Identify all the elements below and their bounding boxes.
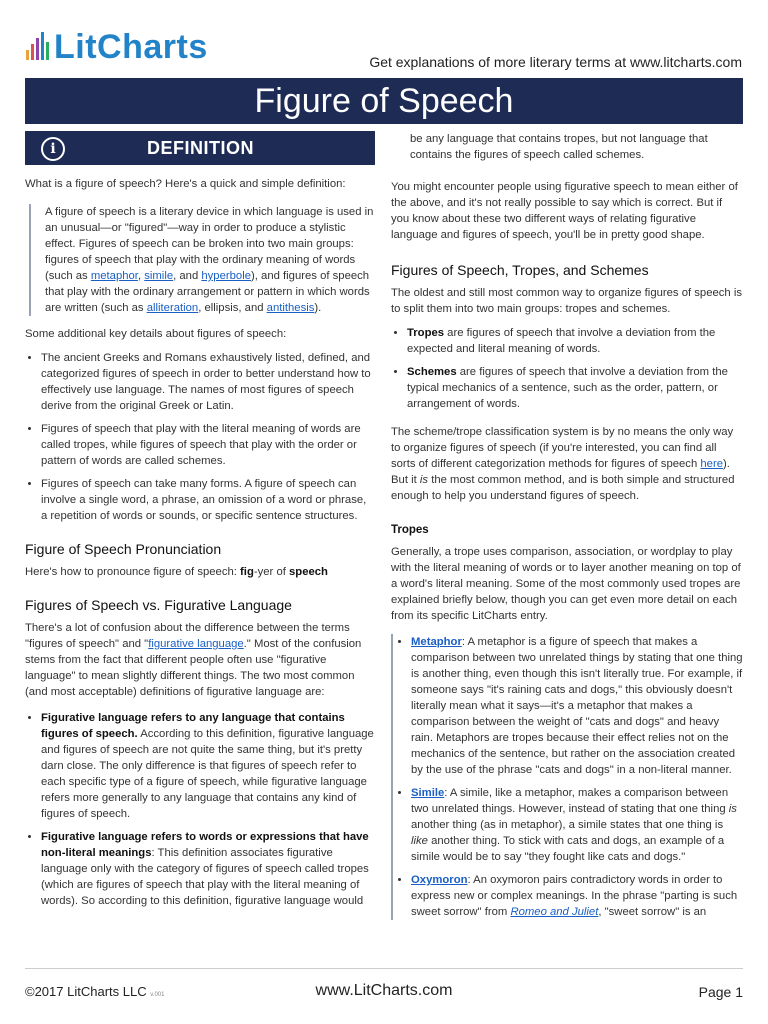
link-figurative-language[interactable]: figurative language — [148, 638, 244, 650]
pronunciation-heading: Figure of Speech Pronunciation — [25, 541, 222, 557]
link-simile[interactable]: simile — [144, 270, 174, 282]
link-here[interactable]: here — [700, 458, 723, 470]
link-simile-entry[interactable]: Simile — [411, 787, 445, 799]
page-header — [0, 0, 768, 78]
vs-paragraph: There's a lot of confusion about the difference between the terms "figures of speech" and "figurative language." Most of the confusion stems from the fact that different people often use "figurative language" to mean slightly different things. The two most common (and most acceptable) definitions of figurative language are: — [25, 622, 362, 698]
definition-quote: A figure of speech is a literary device in which language is used in an unusual—or "figured"—way in order to produce a stylistic effect. Figures of speech can be broken into two main groups: figures of speech that play with the ordinary meaning of words (such as metaphor, simile, and hyperbole), and figures of speech that play with the ordinary arrangement or pattern in which words are written (such as alliteration, ellipsis, and antithesis). — [29, 204, 375, 316]
definition-header — [25, 131, 375, 165]
footer-divider — [25, 968, 743, 969]
tropes-heading: Tropes — [391, 524, 429, 536]
page-footer — [25, 980, 743, 1004]
details-intro: Some additional key details about figures of speech: — [25, 328, 287, 340]
vs-list — [25, 710, 375, 909]
list-item: • Figurative language refers to words or expressions that have non-literal meanings: This definition associates figurative language only with the category of figures of speech called tropes (which are figures of speech that play with the literal meaning of words). So according to this definition, figurative language would — [41, 829, 375, 909]
info-icon: i — [41, 137, 65, 161]
link-metaphor[interactable]: metaphor — [90, 270, 138, 282]
details-list — [25, 350, 375, 524]
footer-site-link[interactable]: www.LitCharts.com — [315, 982, 453, 999]
logo-text: LitCharts — [54, 28, 208, 66]
list-item: • Figurative language refers to any language that contains figures of speech. According to this definition, figurative language and figures of speech are not quite the same thing, but it's pretty darn close. The only difference is that figures of speech refer to each specific type of a figure of speech, while figurative language refers more generally to any language that contains any kind of figures of speech. — [41, 710, 375, 822]
continued-text: be any language that contains tropes, but not language that contains the figures of speech called schemes. — [410, 133, 708, 161]
header-tagline: Get explanations of more literary terms at www.litcharts.com — [369, 54, 742, 70]
litcharts-logo[interactable] — [26, 30, 208, 64]
tropes-paragraph: Generally, a trope uses comparison, association, or wordplay to play with the literal meaning of words or to layer another meaning on top of a word's literal meaning. Some of the most commonly used tropes are explained briefly below, though you can get even more detail on each from its specific LitCharts entry. — [391, 546, 741, 622]
link-romeo-and-juliet[interactable]: Romeo and Juliet — [510, 906, 599, 918]
left-column — [25, 176, 375, 916]
page-title: Figure of Speech — [25, 78, 743, 124]
list-item: • Figures of speech can take many forms. A figure of speech can involve a single word, a phrase, an omission of a word or phrase, a repetition of words or sounds, or specific sentence structures. — [41, 476, 375, 524]
tropes-list — [391, 634, 743, 920]
footer-copyright: ©2017 LitCharts LLC v.001 — [25, 984, 165, 999]
vs-heading: Figures of Speech vs. Figurative Language — [25, 597, 292, 613]
link-metaphor-entry[interactable]: Metaphor — [411, 636, 462, 648]
link-alliteration[interactable]: alliteration — [146, 302, 199, 314]
footer-page-number: Page 1 — [698, 984, 743, 1000]
list-item: • The ancient Greeks and Romans exhaustively listed, defined, and categorized figures of speech in order to better understand how to effectively use language. The names of most figures of speech derive from the original Greek or Latin. — [41, 350, 375, 414]
either-paragraph: You might encounter people using figurative speech to mean either of the above, and it's not really possible to say which is correct. But if you know about these two different ways of relating figurative language and figures of speech, you'll be in pretty good shape. — [391, 181, 738, 241]
list-item: • Metaphor: A metaphor is a figure of speech that makes a comparison between two unrelated things by stating that one thing is another thing, even though this isn't literally true. For example, if someone says "it's raining cats and dogs," this obviously doesn't literally mean what it says—it's a metaphor that makes a comparison between the weight of "cats and dogs" and heavy rain. Metaphors are tropes because their effect relies not on the mechanics of the sentence, but rather on the association created by the use of the phrase "cats and dogs" in a non-literal manner. — [411, 634, 743, 778]
link-antithesis[interactable]: antithesis — [266, 302, 315, 314]
link-oxymoron-entry[interactable]: Oxymoron — [411, 874, 468, 886]
definition-heading: DEFINITION — [147, 138, 254, 158]
bar-chart-icon — [26, 30, 49, 64]
trope-scheme-list — [391, 325, 743, 412]
fst-heading: Figures of Speech, Tropes, and Schemes — [391, 262, 649, 278]
list-item: • Schemes are figures of speech that involve a deviation from the typical mechanics of a sentence, such as the order, pattern, or arrangement of words. — [407, 364, 743, 412]
list-item: • Tropes are figures of speech that involve a deviation from the expected and literal meaning of words. — [407, 325, 743, 357]
pronunciation-text: Here's how to pronounce figure of speech: fig-yer of speech — [25, 566, 328, 578]
definition-intro: What is a figure of speech? Here's a quick and simple definition: — [25, 178, 346, 190]
right-column — [391, 131, 743, 927]
oldest-paragraph: The oldest and still most common way to organize figures of speech is to split them into two main groups: tropes and schemes. — [391, 287, 742, 315]
list-item: • Simile: A simile, like a metaphor, makes a comparison between two unrelated things. However, instead of stating that one thing is another thing (as in metaphor), a simile states that one thing is like another thing. To stick with cats and dogs, an example of a simile would be to say "they fought like cats and dogs." — [411, 785, 743, 865]
classification-paragraph: The scheme/trope classification system is by no means the only way to organize figures of speech (if you're interested, you can find all sorts of different categorization methods for figures of speech here). But it is the most common method, and is both simple and structured enough to help you understand figures of speech. — [391, 426, 735, 502]
list-item: • Figures of speech that play with the literal meaning of words are called tropes, while figures of speech that play with the order or pattern of words are called schemes. — [41, 421, 375, 469]
link-hyperbole[interactable]: hyperbole — [201, 270, 251, 282]
list-item: • Oxymoron: An oxymoron pairs contradictory words in order to express new or complex meanings. In the phrase "parting is such sweet sorrow" from Romeo and Juliet, "sweet sorrow" is an — [411, 872, 743, 920]
